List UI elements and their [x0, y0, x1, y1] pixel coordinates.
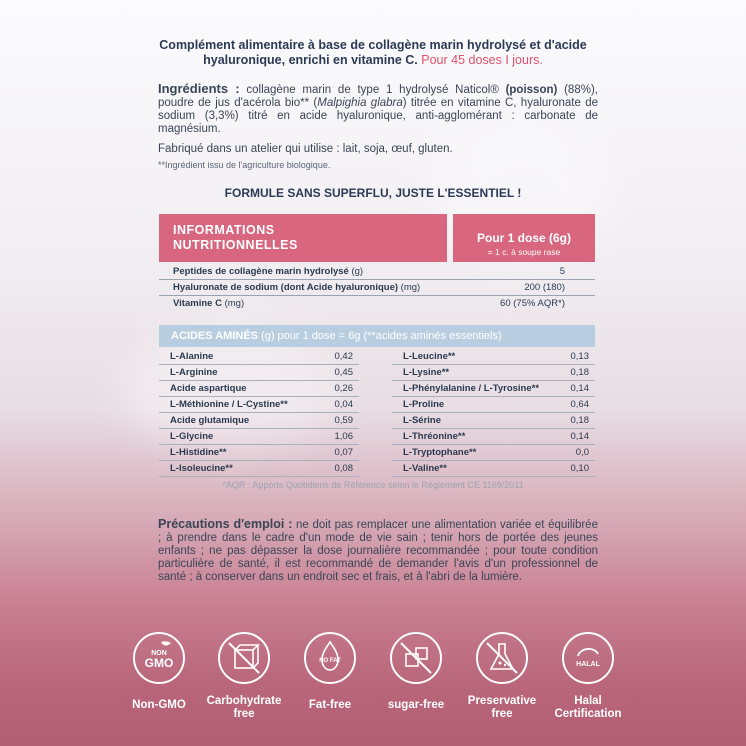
nutrition-row: Peptides de collagène marin hydrolysé (g) 5: [159, 264, 595, 280]
amino-acid-name: L-Sérine: [403, 415, 442, 426]
dose-header: Pour 1 dose (6g) = 1 c. à soupe rase: [453, 214, 595, 262]
amino-acid-name: L-Tryptophane**: [403, 447, 477, 458]
amino-acid-value: 0,14: [570, 431, 589, 442]
amino-acid-row: [392, 397, 595, 413]
halal-icon: [562, 632, 614, 684]
amino-acid-value: 0,42: [334, 351, 353, 362]
amino-acid-row: [159, 429, 359, 445]
precautions-label: Précautions d'emploi :: [158, 517, 293, 531]
nutrition-header: INFORMATIONS NUTRITIONNELLES: [159, 214, 447, 262]
svg-text:NO FAT: NO FAT: [319, 658, 341, 664]
dose-count: Pour 45 doses I jours.: [417, 53, 543, 67]
amino-acid-value: 0,14: [570, 383, 589, 394]
amino-acid-name: L-Méthionine / L-Cystine**: [170, 399, 288, 410]
amino-acid-row: [159, 461, 359, 477]
amino-acid-value: 0,18: [570, 415, 589, 426]
amino-acid-name: L-Leucine**: [403, 351, 456, 362]
amino-acid-name: L-Lysine**: [403, 367, 450, 378]
amino-acid-value: 0,07: [334, 447, 353, 458]
formula-heading: FORMULE SANS SUPERFLU, JUSTE L'ESSENTIEL !: [224, 186, 522, 200]
amino-acid-row: [392, 445, 595, 461]
amino-acid-value: 0,45: [334, 367, 353, 378]
amino-acid-value: 0,26: [334, 383, 353, 394]
amino-acid-row: [392, 381, 595, 397]
amino-acid-name: L-Glycine: [170, 431, 214, 442]
amino-acid-name: Acide glutamique: [170, 415, 250, 426]
svg-text:HALAL: HALAL: [576, 661, 600, 668]
amino-acid-name: L-Valine**: [403, 463, 447, 474]
amino-acid-row: [392, 429, 595, 445]
amino-acid-name: L-Arginine: [170, 367, 218, 378]
amino-acid-name: L-Alanine: [170, 351, 214, 362]
amino-acid-name: L-Histidine**: [170, 447, 227, 458]
amino-acid-row: [159, 381, 359, 397]
svg-text:NON: NON: [151, 650, 167, 657]
product-title: Complément alimentaire à base de collagène marin hydrolysé et d'acide hyaluronique, enrichi en vitamine C. Pour 45 doses I jours.: [159, 38, 587, 67]
amino-acid-value: 0,59: [334, 415, 353, 426]
preservative-free-icon: [476, 632, 528, 684]
amino-acid-row: [392, 461, 595, 477]
amino-acid-row: [159, 349, 359, 365]
amino-acid-row: [159, 445, 359, 461]
badge-label-halal: Halal Certification: [554, 695, 622, 720]
amino-acid-value: 1,06: [334, 431, 353, 442]
amino-acid-row: [392, 413, 595, 429]
amino-acid-name: Acide aspartique: [170, 383, 247, 394]
ingredients-label: Ingrédients :: [158, 81, 240, 96]
amino-acid-row: [159, 397, 359, 413]
organic-footnote: **Ingrédient issu de l'agriculture biologique.: [158, 160, 331, 170]
aqr-footnote: *AQR : Apports Quotidiens de Référence selon le Règlement CE 1169/2011: [222, 480, 524, 490]
precautions-paragraph: Précautions d'emploi : ne doit pas remplacer une alimentation variée et équilibrée ; à prendre dans le cadre d'un mode de vie sain ; tenir hors de portée des jeunes enfants ; ne pas dépasser la dose journalière recommandée ; pour toute condition particulière de santé, il est recommandé de demander l'avis d'un professionnel de santé ; à conserver dans un endroit sec et frais, et à l'abri de la lumière.: [158, 517, 598, 583]
amino-acid-value: 0,18: [570, 367, 589, 378]
badge-label-non-gmo: Non-GMO: [132, 699, 186, 711]
nutrition-row: Hyaluronate de sodium (dont Acide hyaluronique) (mg) 200 (180): [159, 280, 595, 296]
amino-acid-name: L-Proline: [403, 399, 445, 410]
badge-label-sugar-free: sugar-free: [387, 699, 445, 711]
amino-acid-value: 0,10: [570, 463, 589, 474]
badge-label-carbohydrate: Carbohydrate free: [206, 695, 282, 720]
amino-acids-header: ACIDES AMINÉS (g) pour 1 dose = 6g (**acides aminés essentiels): [159, 325, 595, 347]
amino-acid-row: [159, 413, 359, 429]
carbohydrate-free-icon: [218, 632, 270, 684]
fat-free-icon: [304, 632, 356, 684]
non-gmo-icon: [133, 632, 185, 684]
amino-acid-row: [392, 349, 595, 365]
sugar-free-icon: [390, 632, 442, 684]
amino-acid-name: L-Phénylalanine / L-Tyrosine**: [403, 383, 540, 394]
allergen-note: Fabriqué dans un atelier qui utilise : lait, soja, œuf, gluten.: [158, 143, 453, 155]
ingredients-paragraph: Ingrédients : collagène marin de type 1 hydrolysé Naticol® (poisson) (88%), poudre de jus d'acérola bio** (Malpighia glabra) titrée en vitamine C, hyaluronate de sodium (3,3%) titré en acide hyaluronique, anti-agglomérant : carbonate de magnésium.: [158, 81, 598, 135]
amino-acid-value: 0,13: [570, 351, 589, 362]
amino-acid-value: 0,04: [334, 399, 353, 410]
amino-acid-value: 0,08: [334, 463, 353, 474]
nutrition-row: Vitamine C (mg) 60 (75% AQR*): [173, 298, 565, 309]
amino-acid-name: L-Isoleucine**: [170, 463, 233, 474]
amino-acid-name: L-Thréonine**: [403, 431, 466, 442]
badge-label-fat-free: Fat-free: [308, 699, 352, 711]
badge-label-preservative: Preservative free: [467, 695, 537, 720]
svg-text:GMO: GMO: [144, 656, 174, 670]
amino-acid-row: [159, 365, 359, 381]
amino-acid-row: [392, 365, 595, 381]
amino-acid-value: 0,64: [570, 399, 589, 410]
amino-acid-value: 0,0: [575, 447, 589, 458]
